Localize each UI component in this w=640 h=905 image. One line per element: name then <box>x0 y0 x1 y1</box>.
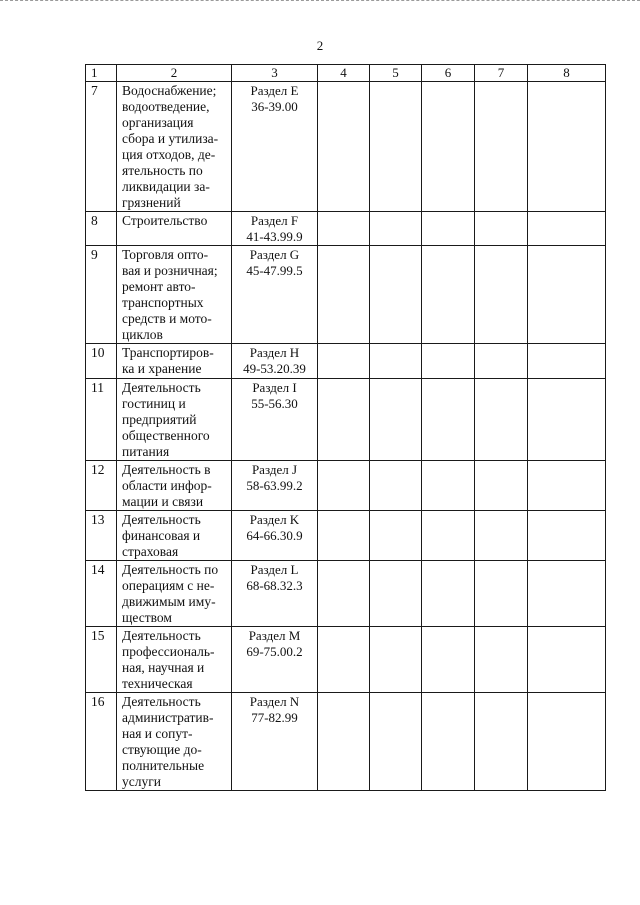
section-label: Раздел K <box>249 512 300 527</box>
empty-cell-col-4 <box>318 212 370 246</box>
empty-cell-col-5 <box>370 379 422 461</box>
activity-name-line: Деятельность <box>122 380 201 395</box>
activity-name <box>117 561 232 627</box>
section-code: 36-39.00 <box>251 99 298 114</box>
okved-section <box>232 82 318 212</box>
activity-name-line: Деятельность <box>122 512 201 527</box>
column-header-8: 8 <box>528 65 606 82</box>
empty-cell-col-6 <box>422 82 475 212</box>
row-number: 10 <box>86 344 117 379</box>
activity-name-line: Деятельность в <box>122 462 211 477</box>
empty-cell-col-6 <box>422 693 475 791</box>
empty-cell-col-4 <box>318 379 370 461</box>
activity-name-line: грязнений <box>122 195 181 210</box>
table-row <box>86 82 606 212</box>
row-number: 12 <box>86 461 117 511</box>
empty-cell-col-6 <box>422 461 475 511</box>
okved-section <box>232 693 318 791</box>
empty-cell-col-7 <box>475 627 528 693</box>
empty-cell-col-5 <box>370 461 422 511</box>
section-code: 77-82.99 <box>251 710 298 725</box>
section-label: Раздел M <box>248 628 301 643</box>
activity-name-line: ществом <box>122 610 172 625</box>
activity-name-line: Транспортиров- <box>122 345 214 360</box>
empty-cell-col-7 <box>475 511 528 561</box>
section-code: 68-68.32.3 <box>246 578 303 593</box>
empty-cell-col-8 <box>528 344 606 379</box>
empty-cell-col-5 <box>370 344 422 379</box>
row-number: 14 <box>86 561 117 627</box>
section-label: Раздел I <box>252 380 297 395</box>
empty-cell-col-4 <box>318 511 370 561</box>
section-code: 41-43.99.9 <box>246 229 303 244</box>
empty-cell-col-8 <box>528 246 606 344</box>
activity-name-line: водоотведение, <box>122 99 210 114</box>
row-number: 13 <box>86 511 117 561</box>
section-code: 45-47.99.5 <box>246 263 303 278</box>
activity-name-line: страховая <box>122 544 179 559</box>
activity-name-line: ремонт авто- <box>122 279 196 294</box>
activity-name-line: Деятельность <box>122 694 201 709</box>
section-label: Раздел H <box>249 345 300 360</box>
empty-cell-col-5 <box>370 511 422 561</box>
activity-name-line: Торговля опто- <box>122 247 209 262</box>
activity-name-line: ная и сопут- <box>122 726 193 741</box>
activity-name <box>117 693 232 791</box>
activity-name-line: техническая <box>122 676 193 691</box>
activity-name-line: ка и хранение <box>122 361 202 376</box>
activity-name-line: средств и мото- <box>122 311 212 326</box>
empty-cell-col-5 <box>370 693 422 791</box>
empty-cell-col-8 <box>528 82 606 212</box>
empty-cell-col-4 <box>318 344 370 379</box>
empty-cell-col-7 <box>475 461 528 511</box>
activity-name-line: ция отходов, де- <box>122 147 216 162</box>
section-code: 58-63.99.2 <box>246 478 303 493</box>
activity-name-line: общественного <box>122 428 210 443</box>
row-number: 11 <box>86 379 117 461</box>
section-label: Раздел E <box>250 83 299 98</box>
table-row <box>86 627 606 693</box>
activity-name-line: движимым иму- <box>122 594 216 609</box>
activity-name-line: транспортных <box>122 295 204 310</box>
column-header-7: 7 <box>475 65 528 82</box>
empty-cell-col-6 <box>422 246 475 344</box>
empty-cell-col-6 <box>422 627 475 693</box>
okved-section <box>232 561 318 627</box>
empty-cell-col-8 <box>528 212 606 246</box>
empty-cell-col-7 <box>475 344 528 379</box>
empty-cell-col-8 <box>528 693 606 791</box>
row-number: 9 <box>86 246 117 344</box>
okved-section <box>232 246 318 344</box>
activity-name-line: финансовая и <box>122 528 201 543</box>
row-number: 7 <box>86 82 117 212</box>
empty-cell-col-6 <box>422 379 475 461</box>
activity-name-line: Деятельность по <box>122 562 219 577</box>
empty-cell-col-7 <box>475 82 528 212</box>
section-label: Раздел N <box>249 694 300 709</box>
section-label: Раздел G <box>249 247 300 262</box>
activity-name-line: административ- <box>122 710 214 725</box>
activity-name-line: предприятий <box>122 412 197 427</box>
activity-name-line: Строительство <box>122 213 208 228</box>
table-row <box>86 379 606 461</box>
empty-cell-col-7 <box>475 561 528 627</box>
activity-name <box>117 461 232 511</box>
empty-cell-col-8 <box>528 461 606 511</box>
page-number: 2 <box>316 38 324 53</box>
column-header-1: 1 <box>86 65 117 82</box>
empty-cell-col-5 <box>370 82 422 212</box>
empty-cell-col-5 <box>370 627 422 693</box>
column-header-3: 3 <box>232 65 318 82</box>
activity-name <box>117 246 232 344</box>
empty-cell-col-7 <box>475 212 528 246</box>
section-label: Раздел J <box>251 462 298 477</box>
column-header-5: 5 <box>370 65 422 82</box>
empty-cell-col-4 <box>318 693 370 791</box>
activity-name <box>117 344 232 379</box>
empty-cell-col-6 <box>422 561 475 627</box>
table-row <box>86 212 606 246</box>
activity-name-line: Водоснабжение; <box>122 83 217 98</box>
activity-name <box>117 511 232 561</box>
activity-name-line: мации и связи <box>122 494 204 509</box>
section-code: 49-53.20.39 <box>243 361 306 376</box>
empty-cell-col-5 <box>370 212 422 246</box>
section-code: 69-75.00.2 <box>246 644 303 659</box>
empty-cell-col-6 <box>422 344 475 379</box>
activity-name-line: ная, научная и <box>122 660 205 675</box>
section-label: Раздел F <box>250 213 299 228</box>
activity-name-line: организация <box>122 115 194 130</box>
header-row <box>86 65 606 82</box>
activity-table <box>85 64 606 791</box>
table-row <box>86 561 606 627</box>
activity-name-line: полнительные <box>122 758 205 773</box>
empty-cell-col-7 <box>475 693 528 791</box>
empty-cell-col-4 <box>318 561 370 627</box>
activity-name-line: гостиниц и <box>122 396 186 411</box>
activity-name-line: услуги <box>122 774 161 789</box>
table-body <box>86 82 606 791</box>
column-header-6: 6 <box>422 65 475 82</box>
empty-cell-col-8 <box>528 379 606 461</box>
okved-section <box>232 511 318 561</box>
empty-cell-col-8 <box>528 561 606 627</box>
table-row <box>86 246 606 344</box>
activity-name-line: ликвидации за- <box>122 179 210 194</box>
activity-name <box>117 379 232 461</box>
empty-cell-col-4 <box>318 627 370 693</box>
empty-cell-col-5 <box>370 561 422 627</box>
empty-cell-col-8 <box>528 511 606 561</box>
column-header-4: 4 <box>318 65 370 82</box>
activity-name-line: питания <box>122 444 170 459</box>
table-row <box>86 511 606 561</box>
okved-section <box>232 627 318 693</box>
okved-section <box>232 379 318 461</box>
section-code: 64-66.30.9 <box>246 528 303 543</box>
activity-name-line: циклов <box>122 327 163 342</box>
activity-name <box>117 82 232 212</box>
empty-cell-col-6 <box>422 511 475 561</box>
activity-name-line: вая и розничная; <box>122 263 218 278</box>
empty-cell-col-4 <box>318 82 370 212</box>
okved-section <box>232 344 318 379</box>
empty-cell-col-6 <box>422 212 475 246</box>
empty-cell-col-7 <box>475 246 528 344</box>
okved-section <box>232 461 318 511</box>
row-number: 8 <box>86 212 117 246</box>
empty-cell-col-7 <box>475 379 528 461</box>
activity-name <box>117 627 232 693</box>
empty-cell-col-5 <box>370 246 422 344</box>
row-number: 15 <box>86 627 117 693</box>
section-label: Раздел L <box>250 562 299 577</box>
table-row <box>86 693 606 791</box>
column-header-2: 2 <box>117 65 232 82</box>
activity-name-line: сбора и утилиза- <box>122 131 219 146</box>
section-code: 55-56.30 <box>251 396 298 411</box>
table-row <box>86 344 606 379</box>
activity-name-line: Деятельность <box>122 628 201 643</box>
okved-section <box>232 212 318 246</box>
activity-name-line: ствующие до- <box>122 742 202 757</box>
activity-name-line: операциям с не- <box>122 578 215 593</box>
empty-cell-col-4 <box>318 461 370 511</box>
activity-name-line: области инфор- <box>122 478 212 493</box>
scan-top-edge <box>0 0 640 1</box>
empty-cell-col-8 <box>528 627 606 693</box>
activity-name <box>117 212 232 246</box>
activity-name-line: ятельность по <box>122 163 203 178</box>
activity-name-line: профессиональ- <box>122 644 215 659</box>
table-row <box>86 461 606 511</box>
empty-cell-col-4 <box>318 246 370 344</box>
row-number: 16 <box>86 693 117 791</box>
